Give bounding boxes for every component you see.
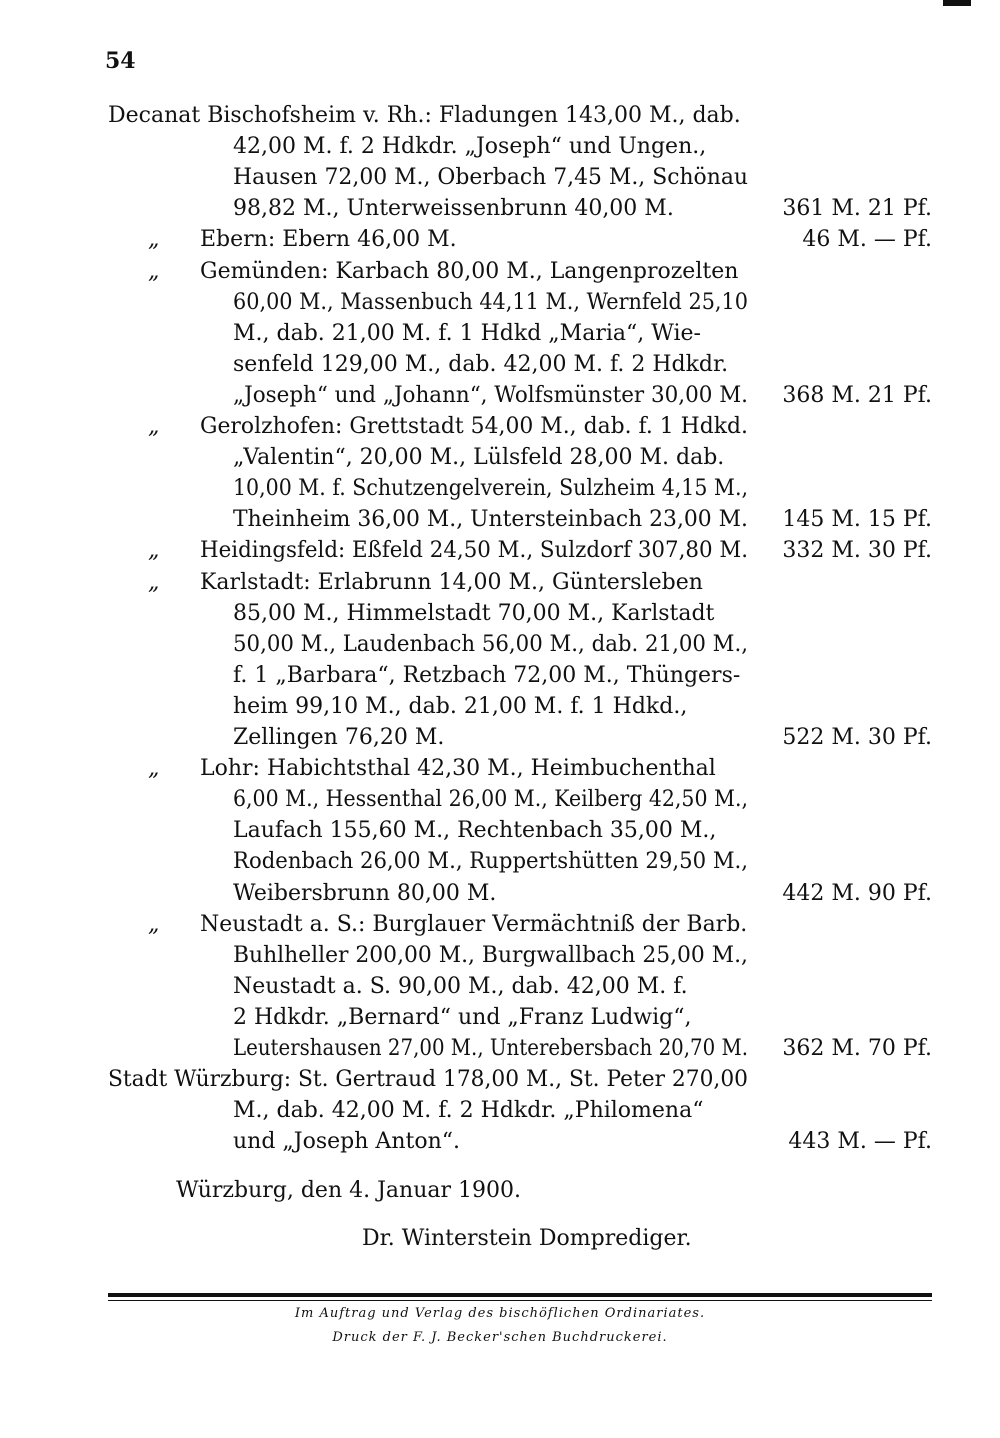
footer-rule-thin xyxy=(108,1300,932,1301)
ledger-row xyxy=(0,815,1000,846)
entry-text: Rodenbach 26,00 M., Ruppertshütten 29,50 M., xyxy=(233,849,748,875)
entry-text: M., dab. 42,00 M. f. 2 Hdkdr. „Philomena“ xyxy=(233,1098,704,1124)
ditto-mark: „ xyxy=(148,569,160,595)
entry-text: 42,00 M. f. 2 Hdkdr. „Joseph“ und Ungen., xyxy=(233,134,707,160)
ledger-row xyxy=(0,940,1000,971)
ditto-mark: „ xyxy=(148,414,160,439)
ledger-row xyxy=(0,691,1000,722)
entry-text: Leutershausen 27,00 M., Unterebersbach 20,70 M. xyxy=(233,1036,748,1061)
entry-text: Zellingen 76,20 M. xyxy=(233,725,445,750)
entry-text: 98,82 M., Unterweissenbrunn 40,00 M. xyxy=(233,196,674,222)
entry-text: Hausen 72,00 M., Oberbach 7,45 M., Schönau xyxy=(233,165,748,191)
ledger-row xyxy=(0,473,1000,504)
dateline: Würzburg, den 4. Januar 1900. xyxy=(176,1178,521,1203)
ditto-mark: „ xyxy=(148,227,160,253)
entry-text: Ebern: Ebern 46,00 M. xyxy=(200,227,457,253)
entry-text: Karlstadt: Erlabrunn 14,00 M., Güntersleben xyxy=(200,569,703,595)
entry-text: 50,00 M., Laudenbach 56,00 M., dab. 21,00 M., xyxy=(233,631,748,657)
ditto-mark: „ xyxy=(148,538,160,564)
publisher-imprint: Im Auftrag und Verlag des bischöflichen Ordinariates. xyxy=(294,1306,706,1321)
entry-amount: 443 M. — Pf. xyxy=(788,1129,932,1155)
entry-text: „Joseph“ und „Johann“, Wolfsmünster 30,00 M. xyxy=(233,382,748,408)
entry-text: „Valentin“, 20,00 M., Lülsfeld 28,00 M. dab. xyxy=(233,445,725,471)
ledger-row xyxy=(0,1126,1000,1157)
entry-text: Buhlheller 200,00 M., Burgwallbach 25,00 M., xyxy=(233,942,748,968)
ledger-row xyxy=(0,878,1000,909)
ledger-row xyxy=(0,971,1000,1002)
ledger-row xyxy=(0,846,1000,877)
entry-text: 60,00 M., Massenbuch 44,11 M., Wernfeld 25,10 xyxy=(233,289,748,315)
entry-text: heim 99,10 M., dab. 21,00 M. f. 1 Hdkd., xyxy=(233,693,688,719)
entry-text: Gemünden: Karbach 80,00 M., Langenprozelten xyxy=(200,258,739,284)
ledger-row xyxy=(0,598,1000,629)
entry-amount: 362 M. 70 Pf. xyxy=(782,1036,932,1061)
entry-text: Neustadt a. S.: Burglauer Vermächtniß der Barb. xyxy=(200,911,748,937)
ledger-row xyxy=(0,504,1000,535)
entry-text: Lohr: Habichtsthal 42,30 M., Heimbuchenthal xyxy=(200,756,716,782)
ledger-row xyxy=(0,349,1000,380)
entry-text: Decanat Bischofsheim v. Rh.: Fladungen 143,00 M., dab. xyxy=(108,103,741,128)
ledger-row xyxy=(0,1033,1000,1064)
entry-text: 85,00 M., Himmelstadt 70,00 M., Karlstadt xyxy=(233,600,715,626)
page-number: 54 xyxy=(105,48,136,74)
entry-text: M., dab. 21,00 M. f. 1 Hdkd „Maria“, Wie- xyxy=(233,320,701,346)
ledger-row xyxy=(0,380,1000,411)
entry-amount: 145 M. 15 Pf. xyxy=(782,507,932,533)
entry-amount: 332 M. 30 Pf. xyxy=(782,538,932,564)
ledger-row xyxy=(0,442,1000,473)
ledger-row xyxy=(0,162,1000,193)
edge-mark xyxy=(943,0,971,6)
entry-text: Laufach 155,60 M., Rechtenbach 35,00 M., xyxy=(233,818,717,844)
entry-amount: 361 M. 21 Pf. xyxy=(782,196,932,222)
printer-imprint: Druck der F. J. Becker'schen Buchdruckerei. xyxy=(332,1330,668,1345)
entry-text: 10,00 M. f. Schutzengelverein, Sulzheim 4,15 M., xyxy=(233,476,748,502)
entry-amount: 46 M. — Pf. xyxy=(802,227,932,253)
entry-text: Gerolzhofen: Grettstadt 54,00 M., dab. f. 1 Hdkd. xyxy=(200,414,748,439)
entry-amount: 368 M. 21 Pf. xyxy=(782,382,932,408)
entry-text: 6,00 M., Hessenthal 26,00 M., Keilberg 42,50 M., xyxy=(233,787,748,813)
ledger-row xyxy=(0,287,1000,318)
entry-amount: 522 M. 30 Pf. xyxy=(782,725,932,750)
entry-text: Neustadt a. S. 90,00 M., dab. 42,00 M. f. xyxy=(233,973,688,999)
entry-text: f. 1 „Barbara“, Retzbach 72,00 M., Thüngers- xyxy=(233,662,741,688)
footer-rule xyxy=(108,1293,932,1297)
entry-text: Stadt Würzburg: St. Gertraud 178,00 M., St. Peter 270,00 xyxy=(108,1067,748,1093)
entry-text: Heidingsfeld: Eßfeld 24,50 M., Sulzdorf 307,80 M. xyxy=(200,538,748,564)
ledger-row xyxy=(0,1095,1000,1126)
ledger-row xyxy=(0,100,1000,131)
entry-text: senfeld 129,00 M., dab. 42,00 M. f. 2 Hdkdr. xyxy=(233,351,729,377)
ledger-row xyxy=(0,909,1000,940)
ledger-row xyxy=(0,1064,1000,1095)
signature: Dr. Winterstein Domprediger. xyxy=(362,1226,692,1251)
entry-text: Weibersbrunn 80,00 M. xyxy=(233,880,497,906)
ditto-mark: „ xyxy=(148,258,160,284)
ledger-row xyxy=(0,131,1000,162)
ledger-row xyxy=(0,1002,1000,1033)
ditto-mark: „ xyxy=(148,911,160,937)
ledger-row xyxy=(0,629,1000,660)
ledger-row xyxy=(0,660,1000,691)
ledger-row xyxy=(0,784,1000,815)
entry-amount: 442 M. 90 Pf. xyxy=(782,880,932,906)
ditto-mark: „ xyxy=(148,756,160,782)
ledger-row xyxy=(0,224,1000,255)
ledger-row xyxy=(0,722,1000,753)
entry-text: 2 Hdkdr. „Bernard“ und „Franz Ludwig“, xyxy=(233,1004,692,1030)
ledger-row xyxy=(0,256,1000,287)
ledger-row xyxy=(0,318,1000,349)
ledger-row xyxy=(0,535,1000,566)
ledger-row xyxy=(0,567,1000,598)
entry-text: und „Joseph Anton“. xyxy=(233,1129,460,1155)
ledger-row xyxy=(0,193,1000,224)
ledger-row xyxy=(0,753,1000,784)
ledger-row xyxy=(0,411,1000,442)
entry-text: Theinheim 36,00 M., Untersteinbach 23,00 M. xyxy=(233,507,748,533)
